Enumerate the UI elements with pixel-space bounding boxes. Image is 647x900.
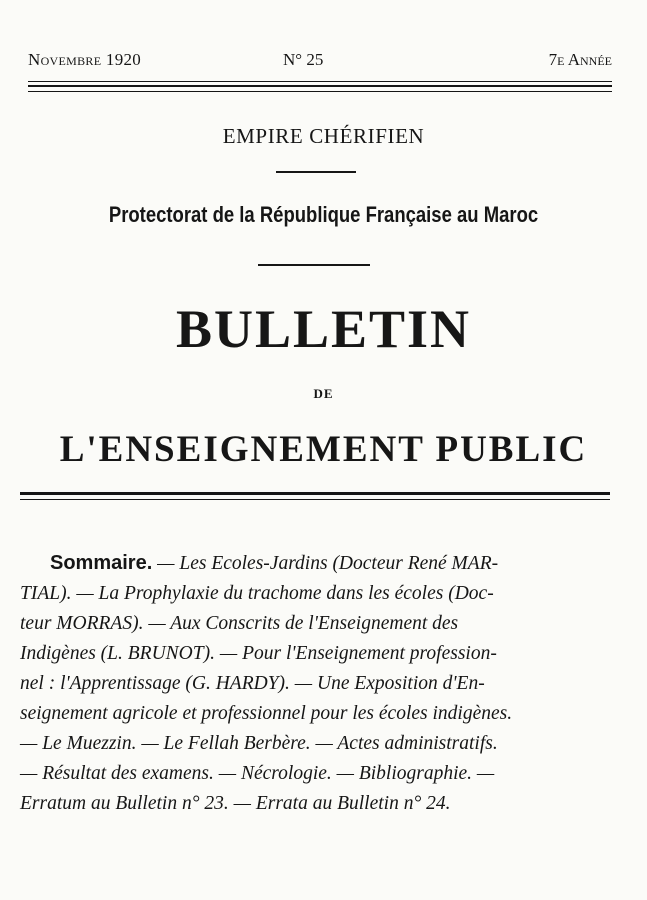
sommaire-line-7: — Le Muezzin. — Le Fellah Berbère. — Actes administratifs. xyxy=(20,733,498,754)
bulletin-title: BULLETIN xyxy=(175,299,472,359)
sommaire-line-9: Erratum au Bulletin n° 23. — Errata au Bulletin n° 24. xyxy=(20,793,451,814)
masthead-rule-thick xyxy=(20,492,610,495)
sommaire-line-4: Indigènes (L. BRUNOT). — Pour l'Enseignement profession- xyxy=(20,643,497,664)
bulletin-subtitle: L'ENSEIGNEMENT PUBLIC xyxy=(59,429,588,470)
header-rule-bottom xyxy=(28,91,612,92)
sommaire-line-6: seignement agricole et professionnel pour les écoles indigènes. xyxy=(20,703,513,724)
sommaire-text-1: — Les Ecoles-Jardins (Docteur René MAR- xyxy=(152,553,499,574)
masthead-rule-thin xyxy=(20,499,610,500)
sommaire-line-2: TIAL). — La Prophylaxie du trachome dans les écoles (Doc- xyxy=(20,583,494,604)
bulletin-de: DE xyxy=(313,386,334,401)
divider-short-1 xyxy=(276,171,356,173)
sommaire-paragraph xyxy=(20,548,608,819)
issue-number: N° 25 xyxy=(283,50,324,69)
sommaire-line-5: nel : l'Apprentissage (G. HARDY). — Une Exposition d'En- xyxy=(20,673,485,694)
issue-year: 7e Année xyxy=(548,50,612,69)
header-rule-thin xyxy=(28,81,612,82)
issue-date: Novembre 1920 xyxy=(28,50,142,69)
sommaire-line-1 xyxy=(20,548,608,579)
issue-header xyxy=(28,50,612,72)
header-rule-thick xyxy=(28,85,612,87)
empire-title: EMPIRE CHÉRIFIEN xyxy=(222,124,425,148)
sommaire-line-8: — Résultat des examens. — Nécrologie. — Bibliographie. — xyxy=(20,763,495,784)
sommaire-label: Sommaire. xyxy=(50,552,153,574)
divider-short-2 xyxy=(258,264,370,266)
protectorat-title: Protectorat de la République Française au Maroc xyxy=(108,202,539,227)
sommaire-line-3: teur MORRAS). — Aux Conscrits de l'Enseignement des xyxy=(20,613,459,634)
